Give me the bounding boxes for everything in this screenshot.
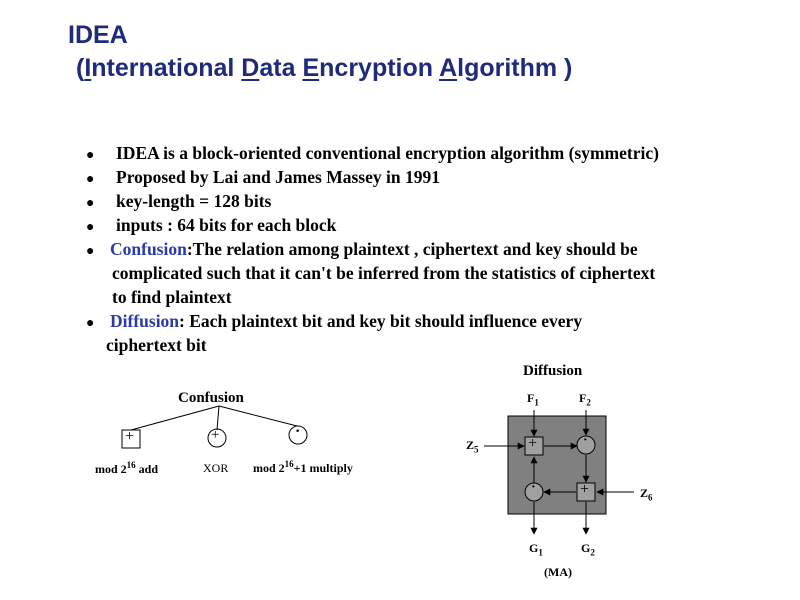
label-part: Z bbox=[466, 438, 475, 452]
bullet-dot: ● bbox=[86, 244, 95, 259]
plus-symbol: + bbox=[125, 428, 135, 445]
xor-label: XOR bbox=[203, 461, 229, 475]
label-sub: 1 bbox=[538, 547, 543, 558]
label-part: mod 2 bbox=[253, 461, 285, 475]
label-sub: 6 bbox=[648, 492, 653, 503]
term-diffusion: Diffusion bbox=[110, 311, 180, 331]
bullet-item: inputs : 64 bits for each block bbox=[116, 215, 337, 235]
subtitle-part: nternational bbox=[91, 54, 242, 82]
confusion-line: complicated such that it can't be inferred from the statistics of ciphertext bbox=[112, 263, 656, 283]
subtitle-part: ncryption bbox=[319, 54, 440, 82]
label-sub: 2 bbox=[586, 397, 591, 408]
confusion-line: to find plaintext bbox=[112, 287, 232, 307]
bullet-dot: ● bbox=[86, 220, 95, 235]
bullet-dot: ● bbox=[86, 148, 95, 163]
label-part: G bbox=[581, 541, 591, 555]
plus-symbol: + bbox=[580, 481, 590, 498]
subtitle-initial: I bbox=[84, 54, 92, 82]
label-part: add bbox=[135, 462, 159, 476]
confusion-line: :The relation among plaintext , ciphertext and key should be bbox=[186, 239, 638, 259]
label-sub: 1 bbox=[534, 397, 539, 408]
diffusion-line: : Each plaintext bit and key bit should influence every bbox=[179, 311, 583, 331]
subtitle-initial: D bbox=[241, 54, 260, 82]
bullet-dot: ● bbox=[86, 196, 95, 211]
subtitle-part: lgorithm ) bbox=[457, 54, 573, 82]
label-part: +1 multiply bbox=[293, 461, 353, 475]
label-part: F bbox=[527, 391, 535, 405]
subtitle-part: ( bbox=[76, 54, 85, 82]
label-part: mod 2 bbox=[95, 462, 127, 476]
label-sub: 5 bbox=[474, 444, 479, 455]
bullet-dot: ● bbox=[86, 316, 95, 331]
dot-symbol: · bbox=[583, 433, 588, 448]
label-sup: 16 bbox=[126, 460, 136, 470]
label-sup: 16 bbox=[284, 459, 294, 469]
label-part: G bbox=[529, 541, 539, 555]
bullet-item: key-length = 128 bits bbox=[116, 191, 272, 211]
subtitle-initial: A bbox=[439, 54, 458, 82]
bullet-item: Proposed by Lai and James Massey in 1991 bbox=[116, 167, 440, 187]
diffusion-diagram-title: Diffusion bbox=[523, 363, 583, 379]
term-confusion: Confusion bbox=[110, 239, 187, 259]
page-title: IDEA bbox=[68, 21, 128, 49]
plus-symbol: + bbox=[211, 427, 220, 443]
diffusion-line: ciphertext bit bbox=[106, 335, 207, 355]
dot-symbol: · bbox=[531, 480, 536, 495]
dot-symbol: · bbox=[295, 423, 301, 440]
label-sub: 2 bbox=[590, 547, 595, 558]
confusion-diagram-title: Confusion bbox=[178, 390, 244, 406]
subtitle-initial: E bbox=[302, 54, 320, 82]
bullet-dot: ● bbox=[86, 172, 95, 187]
label-part: F bbox=[579, 391, 587, 405]
plus-symbol: + bbox=[528, 435, 538, 452]
subtitle-part: ata bbox=[259, 54, 303, 82]
ma-caption: (MA) bbox=[544, 565, 572, 579]
bullet-item: IDEA is a block-oriented conventional encryption algorithm (symmetric) bbox=[116, 143, 659, 163]
label-part: Z bbox=[640, 486, 649, 500]
